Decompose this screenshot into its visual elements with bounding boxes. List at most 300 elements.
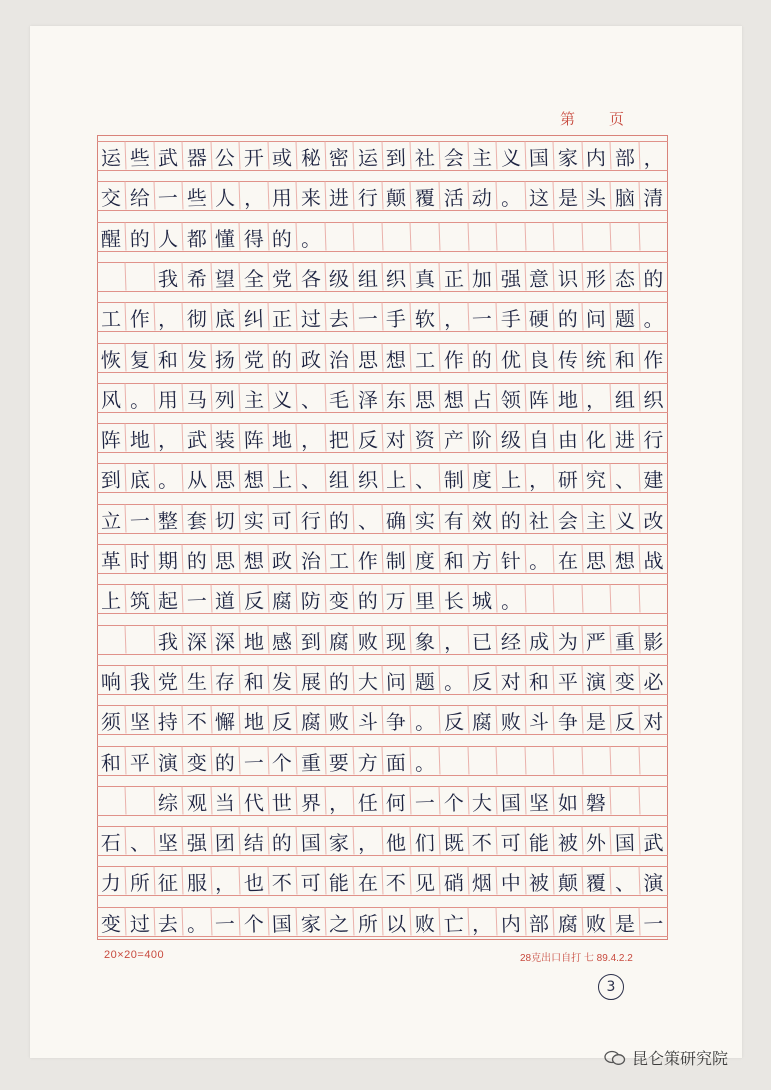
grid-cell [582,746,612,775]
grid-cell: 个 [268,746,298,775]
grid-cell: 何 [382,786,412,815]
grid-cell: ， [439,303,469,332]
grid-cell: 些 [125,142,155,171]
grid-cell [610,585,640,614]
manuscript-line [97,665,668,695]
grid-cell: 阵 [239,424,269,453]
grid-cell: 良 [525,343,555,372]
grid-cell: 一 [154,182,184,211]
grid-cell: 手 [496,303,526,332]
grid-cell: 反 [239,585,269,614]
grid-cell: 变 [610,665,640,694]
grid-cell: 腐 [296,706,326,735]
grid-cell [353,222,383,251]
grid-cell: 问 [382,665,412,694]
grid-cell: 。 [525,545,555,574]
manuscript-line [97,343,668,373]
grid-cell: 义 [268,383,298,412]
grid-cell [610,746,640,775]
grid-cell: 持 [154,706,184,735]
grid-cell: 大 [468,786,498,815]
grid-cell: 败 [353,625,383,654]
grid-cell: 运 [353,142,383,171]
grid-cell: 东 [382,383,412,412]
grid-cell: 党 [239,343,269,372]
grid-cell: 确 [382,504,412,533]
grid-cell [382,222,412,251]
manuscript-line [97,826,668,856]
grid-cell: 手 [382,303,412,332]
grid-cell: 的 [553,303,583,332]
manuscript-line [97,907,668,937]
grid-cell: 从 [182,464,212,493]
grid-cell: 秘 [296,142,326,171]
grid-cell: 武 [154,142,184,171]
grid-cell: 把 [325,424,355,453]
grid-cell: 争 [382,706,412,735]
grid-cell: 反 [468,665,498,694]
grid-cell [125,786,155,815]
grid-cell: 上 [268,464,298,493]
grid-cell: 要 [325,746,355,775]
grid-cell: 到 [296,625,326,654]
grid-cell: 。 [154,464,184,493]
manuscript-line [97,383,668,413]
grid-cell: 变 [182,746,212,775]
grid-cell: 也 [239,867,269,896]
grid-cell: 阶 [468,424,498,453]
grid-cell: 公 [211,142,241,171]
grid-cell: 被 [553,827,583,856]
grid-cell: 国 [610,827,640,856]
grid-cell: 发 [182,343,212,372]
grid-cell: 国 [525,142,555,171]
grid-cell [468,222,498,251]
grid-cell [97,786,127,815]
grid-cell: 复 [125,343,155,372]
grid-cell: 我 [125,665,155,694]
grid-cell: 。 [439,665,469,694]
manuscript-line [97,705,668,735]
manuscript-line [97,463,668,493]
grid-cell: 反 [268,706,298,735]
grid-cell: 政 [268,545,298,574]
grid-cell: 问 [582,303,612,332]
grid-cell: 、 [296,383,326,412]
grid-cell: 底 [125,464,155,493]
grid-cell: 列 [211,383,241,412]
grid-cell: 反 [353,424,383,453]
grid-cell: 进 [610,424,640,453]
manuscript-line [97,746,668,776]
grid-cell: 自 [525,424,555,453]
grid-cell: 实 [411,504,441,533]
grid-cell: 平 [553,665,583,694]
grid-cell [525,222,555,251]
grid-cell: 作 [643,346,665,372]
grid-cell: 领 [496,383,526,412]
grid-cell: 强 [182,827,212,856]
grid-cell: 展 [296,665,326,694]
grid-cell: 变 [325,585,355,614]
grid-cell [496,746,526,775]
grid-cell: 题 [411,665,441,694]
grid-cell: 改 [643,507,665,533]
grid-cell: 我 [154,625,184,654]
grid-cell: 交 [97,182,127,211]
grid-cell: 组 [353,262,383,291]
grid-cell: 亡 [439,907,469,936]
grid-cell [553,585,583,614]
grid-cell: 家 [296,907,326,936]
grid-cell: 被 [525,867,555,896]
grid-cell: 为 [553,625,583,654]
grid-cell: 国 [268,907,298,936]
grid-cell: 内 [496,907,526,936]
grid-cell: 反 [439,706,469,735]
grid-cell: 观 [182,786,212,815]
grid-cell: 识 [553,262,583,291]
grid-cell: 重 [610,625,640,654]
grid-cell: 烟 [468,867,498,896]
grid-cell: 过 [296,303,326,332]
grid-cell [525,585,555,614]
grid-cell: 。 [182,907,212,936]
grid-cell: 研 [553,464,583,493]
grid-cell: 各 [296,262,326,291]
grid-cell: 恢 [97,343,127,372]
grid-cell: 内 [582,142,612,171]
grid-cell: 的 [643,266,665,291]
grid-cell: ， [643,145,665,170]
grid-cell: 懂 [211,222,241,251]
grid-cell: 织 [643,386,665,412]
grid-cell: 能 [325,867,355,896]
grid-cell: 义 [610,504,640,533]
grid-cell: 腐 [325,625,355,654]
grid-cell: 生 [182,665,212,694]
grid-cell: 以 [382,907,412,936]
page-label-ye: 页 [609,110,629,128]
grid-spec: 20×20=400 [104,949,165,961]
grid-cell [439,222,469,251]
grid-cell: 社 [525,504,555,533]
manuscript-line [97,504,668,534]
grid-cell: 磐 [582,786,612,815]
grid-cell: 立 [97,504,127,533]
grid-cell: 筑 [125,585,155,614]
watermark [604,1046,728,1069]
grid-cell: 战 [643,548,665,573]
grid-cell: 对 [496,665,526,694]
grid-cell: 的 [325,504,355,533]
grid-cell: 密 [325,142,355,171]
grid-cell [639,746,669,775]
grid-cell: 想 [239,464,269,493]
grid-cell: 意 [525,262,555,291]
grid-cell: 方 [468,545,498,574]
watermark-text: 昆仑策研究院 [632,1049,729,1068]
grid-cell: 脑 [610,182,640,211]
grid-cell: 所 [353,907,383,936]
grid-cell: 到 [382,142,412,171]
grid-cell: 感 [268,625,298,654]
grid-cell: 长 [439,585,469,614]
grid-cell: 整 [154,504,184,533]
grid-cell [639,786,669,815]
grid-cell: 国 [496,786,526,815]
grid-cell: 优 [496,343,526,372]
grid-cell: 败 [411,907,441,936]
wechat-icon [604,1050,626,1066]
grid-cell: 道 [211,585,241,614]
grid-cell [97,625,127,654]
grid-cell: 加 [468,262,498,291]
grid-cell [610,786,640,815]
grid-cell: 一 [411,786,441,815]
grid-cell: 里 [411,585,441,614]
grid-cell [125,625,155,654]
grid-cell: 严 [582,625,612,654]
grid-cell: 切 [211,504,241,533]
grid-cell: 思 [353,343,383,372]
grid-cell: 工 [325,545,355,574]
grid-cell: 现 [382,625,412,654]
grid-cell: 的 [182,545,212,574]
grid-cell: ， [325,786,355,815]
grid-cell [468,746,498,775]
grid-cell: 坚 [125,706,155,735]
grid-cell: 效 [468,504,498,533]
grid-cell: 动 [468,182,498,211]
grid-cell: 力 [97,867,127,896]
grid-cell: 一 [643,910,665,936]
grid-cell: 开 [239,142,269,171]
grid-cell: ， [211,867,241,896]
grid-cell: 由 [553,424,583,453]
grid-cell: 坚 [154,827,184,856]
grid-cell: 一 [239,746,269,775]
grid-cell [582,585,612,614]
grid-cell: 和 [154,343,184,372]
grid-cell: 不 [268,867,298,896]
grid-cell: 争 [553,706,583,735]
grid-cell: 硝 [439,867,469,896]
grid-cell: 结 [239,827,269,856]
grid-cell: 政 [296,343,326,372]
grid-cell: 方 [353,746,383,775]
grid-cell: 、 [411,464,441,493]
grid-cell: 的 [268,827,298,856]
print-info: 28克出口自打 七 89.4.2.2 [520,953,633,964]
grid-cell: 败 [325,706,355,735]
grid-cell: 制 [382,545,412,574]
grid-cell: 去 [154,907,184,936]
grid-cell: 影 [643,628,665,654]
grid-cell: 占 [468,383,498,412]
grid-cell: 败 [582,907,612,936]
grid-cell: 纠 [239,303,269,332]
grid-cell: 上 [496,464,526,493]
grid-cell: ， [296,424,326,453]
grid-cell: 和 [610,343,640,372]
grid-cell: 覆 [411,182,441,211]
grid-cell: 。 [296,222,326,251]
grid-cell: 演 [154,746,184,775]
grid-cell: 响 [97,665,127,694]
grid-cell: 来 [296,182,326,211]
grid-cell: 的 [268,222,298,251]
grid-cell: 望 [211,262,241,291]
grid-cell [639,585,669,614]
grid-cell [582,222,612,251]
grid-cell: 颠 [382,182,412,211]
grid-cell: 和 [439,545,469,574]
grid-cell: 和 [525,665,555,694]
manuscript-line [97,625,668,655]
manuscript-line [97,141,668,171]
grid-cell: 不 [182,706,212,735]
grid-cell: 、 [610,867,640,896]
grid-cell: 有 [439,504,469,533]
grid-cell: 外 [582,827,612,856]
grid-cell: 传 [553,343,583,372]
grid-cell: 主 [582,504,612,533]
grid-cell: 的 [468,343,498,372]
grid-cell: 覆 [582,867,612,896]
grid-cell: 、 [353,504,383,533]
grid-cell: 所 [125,867,155,896]
grid-cell: 上 [97,585,127,614]
grid-cell: 作 [353,545,383,574]
grid-cell: 个 [239,907,269,936]
grid-cell: 败 [496,706,526,735]
grid-cell: 头 [582,182,612,211]
grid-cell: 既 [439,827,469,856]
grid-cell: 进 [325,182,355,211]
grid-cell: 可 [296,867,326,896]
grid-cell: 器 [182,142,212,171]
grid-cell: 个 [439,786,469,815]
grid-cell: 的 [325,665,355,694]
grid-cell: 当 [211,786,241,815]
grid-cell: 泽 [353,383,383,412]
grid-cell: 对 [382,424,412,453]
grid-cell: 实 [239,504,269,533]
grid-cell: 深 [211,625,241,654]
grid-cell: 、 [296,464,326,493]
grid-cell: 给 [125,182,155,211]
grid-cell: 变 [97,907,127,936]
grid-cell: 制 [439,464,469,493]
grid-cell: 彻 [182,303,212,332]
grid-cell: 用 [268,182,298,211]
grid-cell: 马 [182,383,212,412]
manuscript-line [97,222,668,252]
grid-cell: 或 [268,142,298,171]
grid-cell: 世 [268,786,298,815]
manuscript-line [97,544,668,574]
grid-cell: 组 [325,464,355,493]
grid-cell: 见 [411,867,441,896]
grid-cell: 。 [411,746,441,775]
grid-cell: 强 [496,262,526,291]
grid-cell [496,222,526,251]
grid-cell: 不 [382,867,412,896]
grid-cell: 。 [496,585,526,614]
grid-cell: 级 [496,424,526,453]
grid-cell: 的 [211,746,241,775]
grid-cell: 的 [496,504,526,533]
grid-cell: 级 [325,262,355,291]
grid-cell: 演 [582,665,612,694]
grid-cell: ， [525,464,555,493]
grid-cell [553,222,583,251]
manuscript-line [97,866,668,896]
grid-cell: 、 [610,464,640,493]
grid-cell: 装 [211,424,241,453]
grid-cell: 面 [382,746,412,775]
grid-cell: 思 [211,464,241,493]
grid-cell: 社 [411,142,441,171]
grid-cell: 家 [553,142,583,171]
grid-cell: 必 [643,669,665,694]
grid-cell: 石 [97,827,127,856]
grid-cell: 已 [468,625,498,654]
grid-cell: 地 [239,625,269,654]
grid-cell: 思 [211,545,241,574]
grid-cell: ， [353,827,383,856]
grid-cell: 可 [496,827,526,856]
grid-cell: 治 [296,545,326,574]
grid-cell: 演 [643,870,665,896]
grid-cell: 坚 [525,786,555,815]
grid-cell: 和 [97,746,127,775]
grid-cell: 组 [610,383,640,412]
grid-cell: 国 [296,827,326,856]
grid-cell: 在 [353,867,383,896]
grid-cell: 想 [439,383,469,412]
page-label [560,108,628,129]
grid-cell: 的 [125,222,155,251]
grid-cell: 重 [296,746,326,775]
grid-cell: ， [582,383,612,412]
grid-cell: 须 [97,706,127,735]
grid-cell: 度 [411,545,441,574]
grid-cell: 阵 [525,383,555,412]
grid-cell: 会 [553,504,583,533]
grid-cell [553,746,583,775]
grid-cell: 风 [97,383,127,412]
grid-cell: 一 [353,303,383,332]
grid-cell: 斗 [353,706,383,735]
grid-cell: 的 [268,343,298,372]
manuscript-line [97,584,668,614]
grid-cell: 运 [97,142,127,171]
grid-cell: 起 [154,585,184,614]
grid-cell: 题 [610,303,640,332]
grid-cell: 斗 [525,706,555,735]
grid-cell: 真 [411,262,441,291]
grid-cell: 在 [553,545,583,574]
manuscript-line [97,423,668,453]
grid-cell: 正 [439,262,469,291]
grid-cell: ， [154,303,184,332]
grid-cell: 用 [154,383,184,412]
grid-cell: 的 [353,585,383,614]
grid-cell: 能 [525,827,555,856]
grid-cell: 部 [525,907,555,936]
